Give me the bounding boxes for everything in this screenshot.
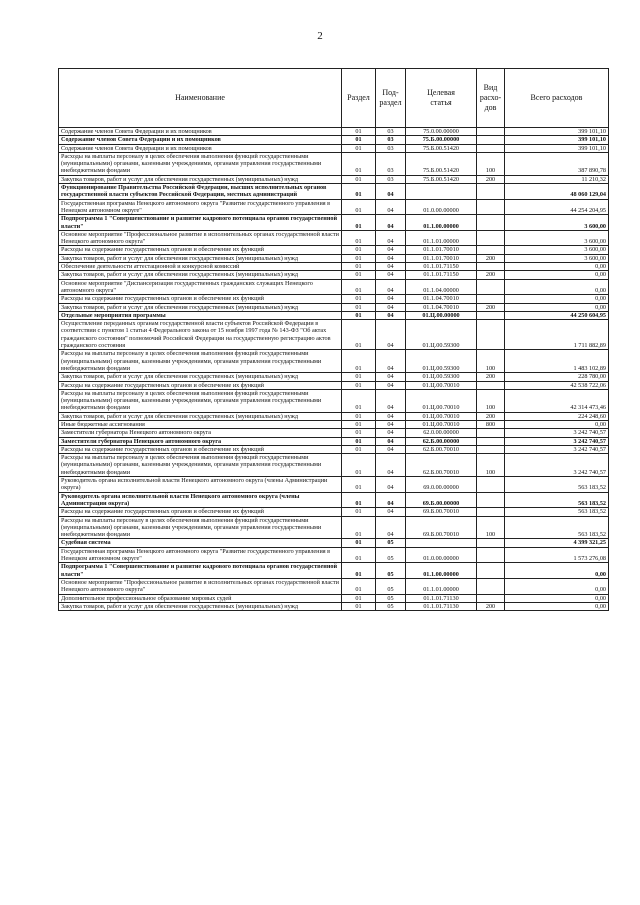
row-statya-cell: 01.Ц.00.70010 (406, 389, 477, 412)
row-podrazdel-cell: 04 (376, 492, 406, 508)
header-name: Наименование (59, 69, 342, 128)
row-statya-cell: 62.Б.00.70010 (406, 454, 477, 477)
table-row (59, 445, 609, 453)
table-row (59, 454, 609, 477)
row-statya-cell: 69.Б.00.70010 (406, 508, 477, 516)
row-podrazdel-cell: 03 (376, 128, 406, 136)
row-sum-cell: 0,00 (505, 563, 609, 579)
row-statya-cell (406, 539, 477, 547)
row-sum-cell: 3 242 740,57 (505, 429, 609, 437)
row-podrazdel-cell: 04 (376, 215, 406, 231)
row-podrazdel-cell: 05 (376, 563, 406, 579)
row-vid-cell: 200 (477, 254, 505, 262)
row-name-cell: Содержание членов Совета Федерации и их помощников (59, 136, 342, 144)
table-row (59, 175, 609, 183)
row-vid-cell (477, 230, 505, 246)
row-vid-cell (477, 508, 505, 516)
row-name-cell: Заместители губернатора Ненецкого автономного округа (59, 429, 342, 437)
row-podrazdel-cell: 04 (376, 271, 406, 279)
row-razdel-cell: 01 (342, 516, 376, 539)
table-row (59, 492, 609, 508)
row-podrazdel-cell: 04 (376, 199, 406, 215)
table-row (59, 311, 609, 319)
row-razdel-cell: 01 (342, 184, 376, 200)
row-razdel-cell: 01 (342, 539, 376, 547)
row-razdel-cell: 01 (342, 602, 376, 610)
table-row (59, 199, 609, 215)
row-sum-cell: 0,00 (505, 303, 609, 311)
row-razdel-cell: 01 (342, 373, 376, 381)
row-podrazdel-cell: 03 (376, 175, 406, 183)
row-statya-cell: 01.Ц.00.59300 (406, 320, 477, 350)
row-vid-cell: 100 (477, 454, 505, 477)
row-name-cell: Закупка товаров, работ и услуг для обеспечения государственных (муниципальных) нужд (59, 254, 342, 262)
row-vid-cell: 200 (477, 303, 505, 311)
row-statya-cell: 01.1.04.70010 (406, 295, 477, 303)
row-vid-cell (477, 279, 505, 295)
row-podrazdel-cell: 04 (376, 254, 406, 262)
row-razdel-cell: 01 (342, 477, 376, 493)
row-podrazdel-cell: 04 (376, 311, 406, 319)
row-vid-cell (477, 578, 505, 594)
row-statya-cell: 01.0.00.00000 (406, 547, 477, 563)
row-podrazdel-cell: 05 (376, 594, 406, 602)
row-vid-cell (477, 199, 505, 215)
row-name-cell: Расходы на выплаты персоналу в целях обеспечения выполнения функций государственными (муниципальными) органами, казенными учреждениями, органами управления государственными внебюджетными фондами (59, 516, 342, 539)
row-razdel-cell: 01 (342, 350, 376, 373)
row-statya-cell: 01.1.01.00000 (406, 578, 477, 594)
row-name-cell: Расходы на содержание государственных органов и обеспечение их функций (59, 381, 342, 389)
row-name-cell: Содержание членов Совета Федерации и их помощников (59, 144, 342, 152)
row-statya-cell: 75.Б.00.00000 (406, 136, 477, 144)
row-statya-cell: 75.Б.00.51420 (406, 144, 477, 152)
table-row (59, 516, 609, 539)
table-row (59, 254, 609, 262)
table-row (59, 437, 609, 445)
row-name-cell: Расходы на содержание государственных органов и обеспечение их функций (59, 246, 342, 254)
row-razdel-cell: 01 (342, 563, 376, 579)
row-sum-cell: 228 780,00 (505, 373, 609, 381)
row-statya-cell: 69.Б.00.00000 (406, 492, 477, 508)
row-sum-cell: 3 242 740,57 (505, 437, 609, 445)
row-statya-cell: 01.1.01.71150 (406, 271, 477, 279)
table-row (59, 412, 609, 420)
row-sum-cell: 44 250 604,95 (505, 311, 609, 319)
row-razdel-cell: 01 (342, 492, 376, 508)
row-sum-cell: 0,00 (505, 420, 609, 428)
table-row (59, 279, 609, 295)
row-name-cell: Расходы на выплаты персоналу в целях обеспечения выполнения функций государственными (муниципальными) органами, казенными учреждениями, органами управления государственными внебюджетными фондами (59, 389, 342, 412)
row-vid-cell (477, 492, 505, 508)
row-vid-cell: 800 (477, 420, 505, 428)
table-row (59, 128, 609, 136)
table-row (59, 539, 609, 547)
row-name-cell: Заместители губернатора Ненецкого автономного округа (59, 437, 342, 445)
row-name-cell: Расходы на выплаты персоналу в целях обеспечения выполнения функций государственными (муниципальными) органами, казенными учреждениями, органами управления государственными внебюджетными фондами (59, 454, 342, 477)
row-razdel-cell: 01 (342, 271, 376, 279)
row-vid-cell: 200 (477, 271, 505, 279)
row-podrazdel-cell: 04 (376, 263, 406, 271)
row-statya-cell: 01.1.01.71130 (406, 602, 477, 610)
row-razdel-cell: 01 (342, 420, 376, 428)
row-razdel-cell: 01 (342, 152, 376, 175)
row-podrazdel-cell: 05 (376, 602, 406, 610)
row-name-cell: Расходы на содержание государственных органов и обеспечение их функций (59, 295, 342, 303)
row-sum-cell: 1 483 102,89 (505, 350, 609, 373)
row-vid-cell: 100 (477, 389, 505, 412)
row-sum-cell: 11 210,32 (505, 175, 609, 183)
row-statya-cell: 01.Ц.00.70010 (406, 381, 477, 389)
row-podrazdel-cell: 04 (376, 279, 406, 295)
row-vid-cell (477, 246, 505, 254)
row-sum-cell: 48 060 129,04 (505, 184, 609, 200)
row-razdel-cell: 01 (342, 508, 376, 516)
row-name-cell: Отдельные мероприятия программы (59, 311, 342, 319)
table-row (59, 381, 609, 389)
table-row (59, 373, 609, 381)
header-statya: Целевая статья (406, 69, 477, 128)
table-header-row (59, 69, 609, 128)
row-name-cell: Руководитель органа исполнительной власти Ненецкого автономного округа (члены Администрации округа) (59, 477, 342, 493)
row-statya-cell: 01.1.01.70010 (406, 254, 477, 262)
row-name-cell: Закупка товаров, работ и услуг для обеспечения государственных (муниципальных) нужд (59, 373, 342, 381)
row-name-cell: Государственная программа Ненецкого автономного округа "Развитие государственного управления в Ненецком автономном округе" (59, 547, 342, 563)
table-body (59, 128, 609, 611)
row-name-cell: Закупка товаров, работ и услуг для обеспечения государственных (муниципальных) нужд (59, 175, 342, 183)
row-podrazdel-cell: 04 (376, 389, 406, 412)
row-razdel-cell: 01 (342, 230, 376, 246)
row-vid-cell (477, 539, 505, 547)
table-row (59, 578, 609, 594)
row-name-cell: Расходы на выплаты персоналу в целях обеспечения выполнения функций государственными (муниципальными) органами, казенными учреждениями, органами управления государственными внебюджетными фондами (59, 152, 342, 175)
row-razdel-cell: 01 (342, 578, 376, 594)
row-podrazdel-cell: 05 (376, 539, 406, 547)
row-podrazdel-cell: 04 (376, 373, 406, 381)
row-podrazdel-cell: 04 (376, 420, 406, 428)
row-razdel-cell: 01 (342, 320, 376, 350)
row-razdel-cell: 01 (342, 263, 376, 271)
row-razdel-cell: 01 (342, 199, 376, 215)
row-vid-cell (477, 320, 505, 350)
header-podrazdel: Под- раздел (376, 69, 406, 128)
table-row (59, 594, 609, 602)
row-razdel-cell: 01 (342, 136, 376, 144)
row-statya-cell: 01.1.01.71130 (406, 594, 477, 602)
row-sum-cell: 563 183,52 (505, 477, 609, 493)
row-statya-cell: 01.Ц.00.70010 (406, 420, 477, 428)
row-vid-cell (477, 477, 505, 493)
row-name-cell: Основное мероприятие "Профессиональное развитие в исполнительных органах государственной власти Ненецкого автономного округа" (59, 578, 342, 594)
row-name-cell: Основное мероприятие "Диспансеризация государственных гражданских служащих Ненецкого автономного округа" (59, 279, 342, 295)
row-name-cell: Осуществление переданных органам государственной власти субъектов Российской Федерации в соответствии с пунктом 1 статьи 4 Федерального закона от 15 ноября 1997 года № 143-ФЗ "Об актах гражданского состояния" полномочий Российской Федерации на государственную регистрацию актов гражданского состояния (59, 320, 342, 350)
row-statya-cell: 01.1.01.00000 (406, 230, 477, 246)
table-row (59, 350, 609, 373)
row-name-cell: Обеспечение деятельности аттестационной и конкурсной комиссий (59, 263, 342, 271)
row-sum-cell: 0,00 (505, 279, 609, 295)
row-statya-cell: 01.1.00.00000 (406, 563, 477, 579)
row-sum-cell: 0,00 (505, 295, 609, 303)
row-podrazdel-cell: 04 (376, 184, 406, 200)
row-podrazdel-cell: 04 (376, 246, 406, 254)
row-vid-cell (477, 215, 505, 231)
row-name-cell: Подпрограмма 1 "Совершенствование и развитие кадрового потенциала органов государственной власти" (59, 563, 342, 579)
row-razdel-cell: 01 (342, 215, 376, 231)
row-sum-cell: 399 101,10 (505, 136, 609, 144)
row-statya-cell: 75.Б.00.51420 (406, 175, 477, 183)
row-vid-cell (477, 445, 505, 453)
row-statya-cell: 75.0.00.00000 (406, 128, 477, 136)
table-row (59, 184, 609, 200)
row-name-cell: Руководитель органа исполнительной власти Ненецкого автономного округа (члены Администрации округа) (59, 492, 342, 508)
row-statya-cell: 01.1.00.00000 (406, 215, 477, 231)
row-sum-cell: 4 399 321,25 (505, 539, 609, 547)
row-sum-cell: 563 183,52 (505, 492, 609, 508)
row-statya-cell: 62.Б.00.70010 (406, 445, 477, 453)
table-row (59, 547, 609, 563)
row-sum-cell: 3 600,00 (505, 230, 609, 246)
row-razdel-cell: 01 (342, 279, 376, 295)
table-row (59, 144, 609, 152)
row-podrazdel-cell: 05 (376, 578, 406, 594)
table-row (59, 602, 609, 610)
row-vid-cell (477, 563, 505, 579)
row-sum-cell: 1 573 276,08 (505, 547, 609, 563)
row-statya-cell: 01.Ц.00.59300 (406, 373, 477, 381)
row-vid-cell: 200 (477, 602, 505, 610)
row-vid-cell (477, 144, 505, 152)
row-vid-cell: 200 (477, 412, 505, 420)
row-podrazdel-cell: 04 (376, 350, 406, 373)
row-vid-cell: 200 (477, 373, 505, 381)
row-statya-cell: 62.Б.00.00000 (406, 437, 477, 445)
row-statya-cell: 01.0.00.00000 (406, 199, 477, 215)
row-vid-cell (477, 295, 505, 303)
row-razdel-cell: 01 (342, 246, 376, 254)
row-vid-cell: 100 (477, 516, 505, 539)
row-vid-cell (477, 437, 505, 445)
row-razdel-cell: 01 (342, 412, 376, 420)
row-podrazdel-cell: 04 (376, 429, 406, 437)
table-row (59, 303, 609, 311)
row-statya-cell: 62.0.00.00000 (406, 429, 477, 437)
table-row (59, 230, 609, 246)
table-row (59, 320, 609, 350)
row-vid-cell (477, 184, 505, 200)
row-name-cell: Функционирование Правительства Российской Федерации, высших исполнительных органов государственной власти субъектов Российской Федерации, местных администраций (59, 184, 342, 200)
row-vid-cell (477, 311, 505, 319)
row-podrazdel-cell: 03 (376, 144, 406, 152)
row-podrazdel-cell: 04 (376, 303, 406, 311)
row-razdel-cell: 01 (342, 594, 376, 602)
row-vid-cell (477, 136, 505, 144)
row-sum-cell: 224 248,60 (505, 412, 609, 420)
row-vid-cell (477, 594, 505, 602)
table-row (59, 152, 609, 175)
row-statya-cell: 01.Ц.00.70010 (406, 412, 477, 420)
row-sum-cell: 3 600,00 (505, 246, 609, 254)
row-sum-cell: 3 242 740,57 (505, 445, 609, 453)
row-razdel-cell: 01 (342, 128, 376, 136)
row-name-cell: Расходы на содержание государственных органов и обеспечение их функций (59, 508, 342, 516)
row-statya-cell: 01.Ц.00.00000 (406, 311, 477, 319)
row-podrazdel-cell: 04 (376, 454, 406, 477)
row-sum-cell: 0,00 (505, 602, 609, 610)
row-sum-cell: 399 101,10 (505, 128, 609, 136)
row-statya-cell: 01.1.04.00000 (406, 279, 477, 295)
row-podrazdel-cell: 04 (376, 381, 406, 389)
row-sum-cell: 1 711 882,89 (505, 320, 609, 350)
table-row (59, 508, 609, 516)
table-row (59, 477, 609, 493)
row-sum-cell: 44 254 204,95 (505, 199, 609, 215)
header-total: Всего расходов (505, 69, 609, 128)
row-sum-cell: 3 600,00 (505, 254, 609, 262)
budget-table (58, 68, 609, 611)
row-name-cell: Судебная система (59, 539, 342, 547)
row-name-cell: Содержание членов Совета Федерации и их помощников (59, 128, 342, 136)
row-name-cell: Дополнительное профессиональное образование мировых судей (59, 594, 342, 602)
row-statya-cell: 01.1.04.70010 (406, 303, 477, 311)
row-vid-cell (477, 429, 505, 437)
row-razdel-cell: 01 (342, 381, 376, 389)
row-sum-cell: 0,00 (505, 594, 609, 602)
row-vid-cell: 200 (477, 175, 505, 183)
row-sum-cell: 399 101,10 (505, 144, 609, 152)
row-podrazdel-cell: 04 (376, 516, 406, 539)
row-statya-cell (406, 184, 477, 200)
row-statya-cell: 69.Б.00.70010 (406, 516, 477, 539)
row-vid-cell (477, 128, 505, 136)
row-name-cell: Закупка товаров, работ и услуг для обеспечения государственных (муниципальных) нужд (59, 602, 342, 610)
row-name-cell: Расходы на выплаты персоналу в целях обеспечения выполнения функций государственными (муниципальными) органами, казенными учреждениями, органами управления государственными внебюджетными фондами (59, 350, 342, 373)
row-podrazdel-cell: 04 (376, 508, 406, 516)
row-name-cell: Основное мероприятие "Профессиональное развитие в исполнительных органах государственной власти Ненецкого автономного округа" (59, 230, 342, 246)
table-row (59, 263, 609, 271)
row-podrazdel-cell: 03 (376, 136, 406, 144)
row-razdel-cell: 01 (342, 547, 376, 563)
row-statya-cell: 01.Ц.00.59300 (406, 350, 477, 373)
header-razdel: Раздел (342, 69, 376, 128)
row-podrazdel-cell: 05 (376, 547, 406, 563)
table-row (59, 246, 609, 254)
row-statya-cell: 01.1.01.70010 (406, 246, 477, 254)
row-sum-cell: 0,00 (505, 578, 609, 594)
row-podrazdel-cell: 04 (376, 412, 406, 420)
table-row (59, 420, 609, 428)
row-vid-cell (477, 263, 505, 271)
row-podrazdel-cell: 04 (376, 477, 406, 493)
row-podrazdel-cell: 04 (376, 437, 406, 445)
page-number: 2 (317, 30, 323, 42)
row-razdel-cell: 01 (342, 389, 376, 412)
row-razdel-cell: 01 (342, 311, 376, 319)
row-razdel-cell: 01 (342, 454, 376, 477)
row-podrazdel-cell: 04 (376, 445, 406, 453)
row-name-cell: Иные бюджетные ассигнования (59, 420, 342, 428)
row-vid-cell: 100 (477, 350, 505, 373)
table-row (59, 295, 609, 303)
row-statya-cell: 75.Б.00.51420 (406, 152, 477, 175)
header-vid: Вид расхо- дов (477, 69, 505, 128)
row-name-cell: Государственная программа Ненецкого автономного округа "Развитие государственного управления в Ненецком автономном округе" (59, 199, 342, 215)
row-sum-cell: 3 600,00 (505, 215, 609, 231)
row-razdel-cell: 01 (342, 175, 376, 183)
row-sum-cell: 563 183,52 (505, 516, 609, 539)
row-sum-cell: 42 314 473,46 (505, 389, 609, 412)
row-podrazdel-cell: 04 (376, 295, 406, 303)
row-sum-cell: 563 183,52 (505, 508, 609, 516)
row-razdel-cell: 01 (342, 429, 376, 437)
row-sum-cell: 0,00 (505, 263, 609, 271)
table-row (59, 215, 609, 231)
row-podrazdel-cell: 04 (376, 230, 406, 246)
row-razdel-cell: 01 (342, 295, 376, 303)
row-statya-cell: 69.0.00.00000 (406, 477, 477, 493)
table-row (59, 429, 609, 437)
table-row (59, 136, 609, 144)
row-name-cell: Подпрограмма 1 "Совершенствование и развитие кадрового потенциала органов государственной власти" (59, 215, 342, 231)
row-sum-cell: 42 538 722,06 (505, 381, 609, 389)
row-sum-cell: 3 242 740,57 (505, 454, 609, 477)
row-sum-cell: 387 890,78 (505, 152, 609, 175)
row-name-cell: Закупка товаров, работ и услуг для обеспечения государственных (муниципальных) нужд (59, 412, 342, 420)
row-podrazdel-cell: 03 (376, 152, 406, 175)
table-row (59, 389, 609, 412)
row-name-cell: Закупка товаров, работ и услуг для обеспечения государственных (муниципальных) нужд (59, 303, 342, 311)
row-sum-cell: 0,00 (505, 271, 609, 279)
row-podrazdel-cell: 04 (376, 320, 406, 350)
row-vid-cell (477, 547, 505, 563)
row-razdel-cell: 01 (342, 303, 376, 311)
row-razdel-cell: 01 (342, 445, 376, 453)
row-vid-cell: 100 (477, 152, 505, 175)
row-vid-cell (477, 381, 505, 389)
row-statya-cell: 01.1.01.71150 (406, 263, 477, 271)
row-razdel-cell: 01 (342, 437, 376, 445)
row-razdel-cell: 01 (342, 254, 376, 262)
row-name-cell: Расходы на содержание государственных органов и обеспечение их функций (59, 445, 342, 453)
row-name-cell: Закупка товаров, работ и услуг для обеспечения государственных (муниципальных) нужд (59, 271, 342, 279)
row-razdel-cell: 01 (342, 144, 376, 152)
table-row (59, 563, 609, 579)
table-row (59, 271, 609, 279)
